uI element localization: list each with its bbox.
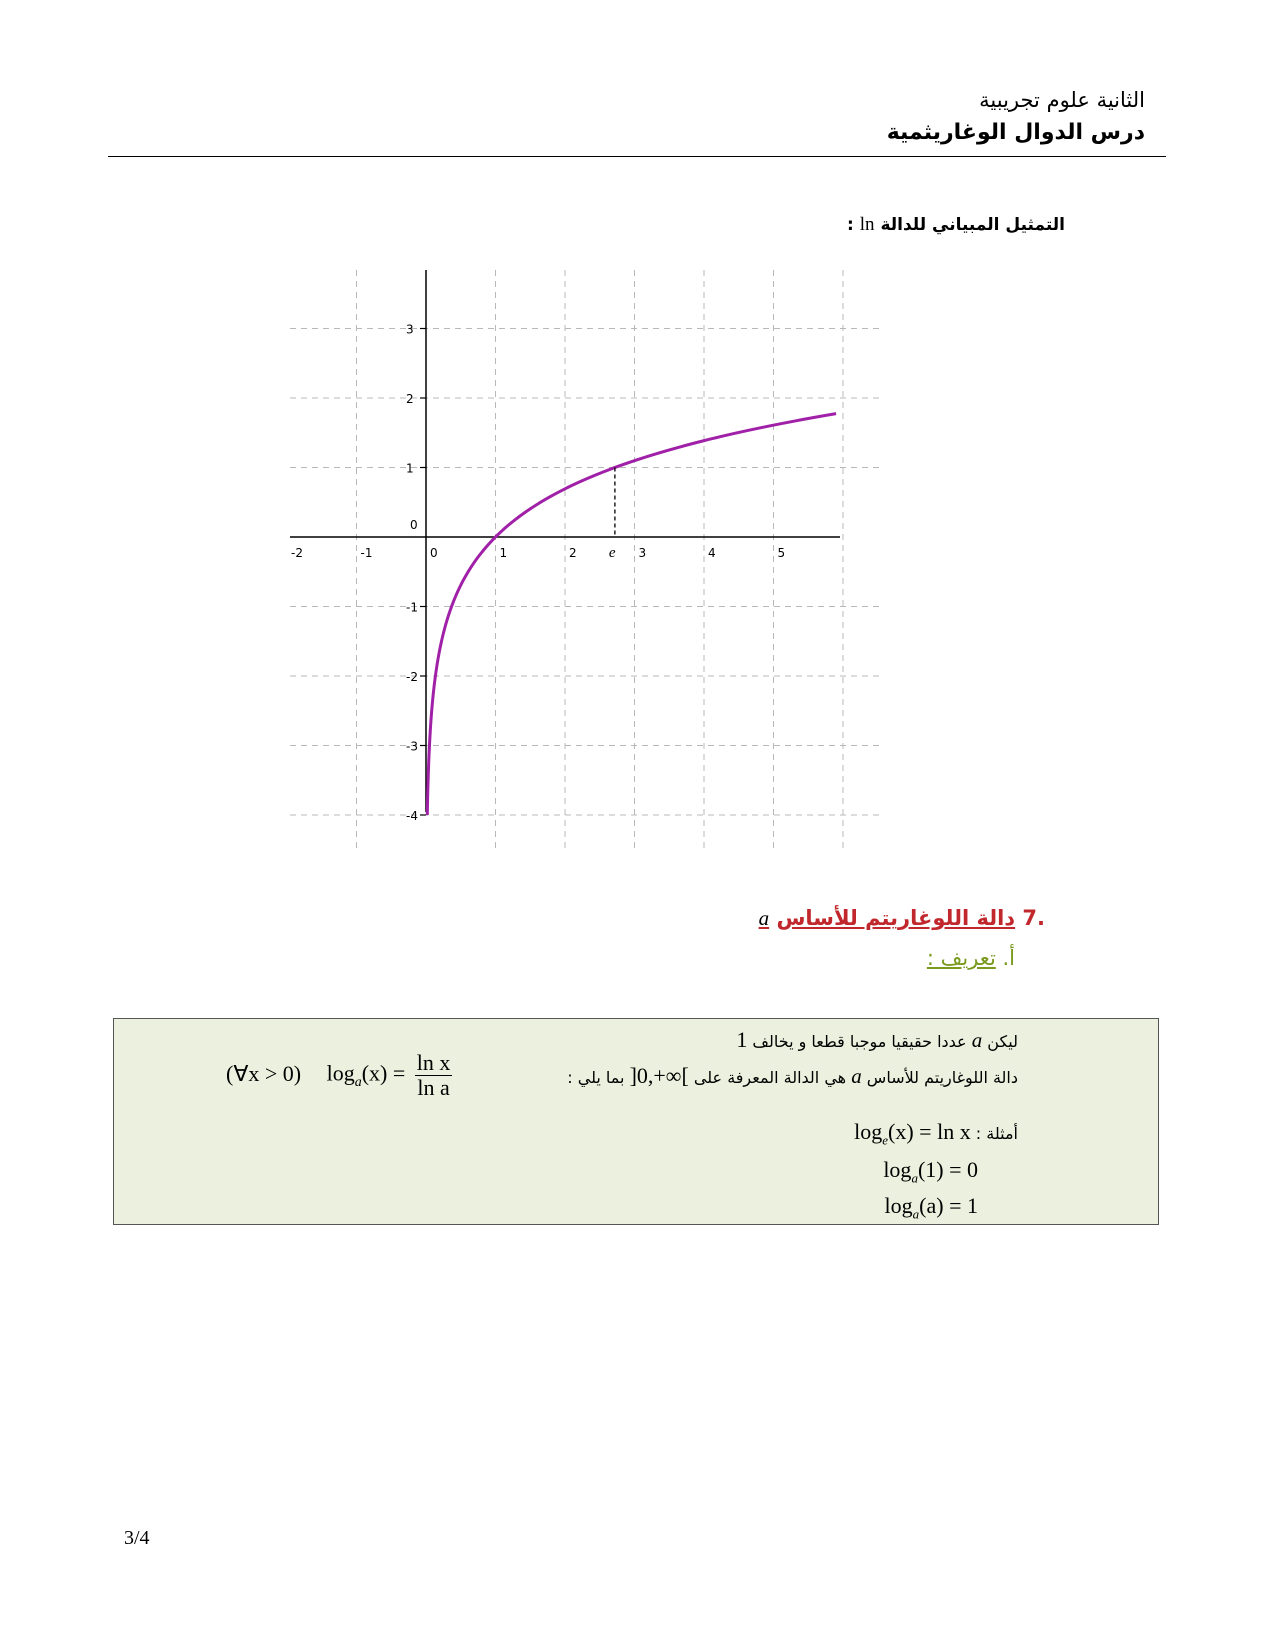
header-divider bbox=[108, 156, 1166, 157]
def-one: 1 bbox=[736, 1027, 748, 1052]
formula-condition: (∀x > 0) bbox=[226, 1060, 302, 1086]
graph-caption-function: ln bbox=[859, 214, 875, 235]
page-number: 3/4 bbox=[124, 1527, 150, 1549]
graph-caption-colon: : bbox=[847, 215, 854, 235]
formula-denominator: ln a bbox=[417, 1075, 450, 1100]
definition-line-1 bbox=[736, 1027, 1018, 1053]
subsection-a-title: تعريف : bbox=[926, 946, 996, 970]
x-tick-label: 0 bbox=[430, 546, 438, 560]
example-2: $\log_a(1) = 0$ bbox=[883, 1157, 978, 1186]
formula-numerator: ln x bbox=[416, 1050, 451, 1075]
y-tick-label: -1 bbox=[406, 600, 418, 615]
y-tick-label: -3 bbox=[406, 739, 418, 754]
x-tick-label: 2 bbox=[569, 546, 577, 560]
def-var-a-2: a bbox=[851, 1064, 862, 1088]
class-level: الثانية علوم تجريبية bbox=[979, 88, 1145, 112]
section-7-title: دالة اللوغاريتم للأساس bbox=[776, 906, 1016, 930]
formula-log: log bbox=[326, 1060, 355, 1086]
formula-base: a bbox=[354, 1074, 362, 1090]
definition-line-2 bbox=[567, 1063, 1018, 1089]
chart-grid bbox=[290, 270, 880, 850]
def-log-base: دالة اللوغاريتم للأساس bbox=[866, 1068, 1018, 1087]
def-as-follows: بما يلي : bbox=[567, 1068, 625, 1087]
graph-caption bbox=[847, 214, 1065, 236]
y-tick-label: 1 bbox=[406, 461, 414, 476]
example-1: $\log_e(x) = \ln x$ bbox=[854, 1119, 971, 1148]
x-tick-label: -1 bbox=[360, 546, 373, 560]
examples-label: أمثلة : bbox=[975, 1124, 1018, 1143]
def-condition: عددا حقيقيا موجبا قطعا و يخالف bbox=[752, 1032, 967, 1051]
ln-chart bbox=[290, 270, 880, 850]
def-defined-on: هي الدالة المعرفة على bbox=[693, 1068, 847, 1087]
section-7-variable: a bbox=[758, 906, 770, 930]
y-tick-label: 0 bbox=[410, 518, 418, 532]
ln-curve bbox=[427, 414, 836, 815]
lesson-title: درس الدوال الوغاريثمية bbox=[886, 120, 1145, 145]
example-3: $\log_a(a) = 1$ bbox=[884, 1193, 978, 1222]
x-tick-label: 1 bbox=[499, 546, 508, 560]
chart-annotation bbox=[609, 468, 616, 562]
x-tick-label: 3 bbox=[638, 546, 647, 560]
def-interval: ]0,+∞[ bbox=[629, 1063, 689, 1088]
definition-box bbox=[113, 1018, 1159, 1225]
y-tick-label: 2 bbox=[406, 392, 414, 406]
def-var-a: a bbox=[971, 1028, 983, 1052]
graph-caption-text: التمثيل المبياني للدالة bbox=[880, 215, 1065, 235]
x-tick-label: -2 bbox=[291, 546, 303, 560]
e-label: e bbox=[608, 545, 616, 561]
def-let: ليكن bbox=[987, 1032, 1018, 1051]
section-7-number: .7 bbox=[1022, 906, 1045, 930]
x-tick-label: 4 bbox=[708, 546, 716, 560]
examples-line-1 bbox=[854, 1119, 1018, 1148]
definition-formula bbox=[226, 1051, 456, 1100]
y-tick-label: -4 bbox=[406, 809, 418, 823]
subsection-a-letter: أ. bbox=[1002, 946, 1015, 970]
y-tick-label: -2 bbox=[406, 670, 418, 684]
x-tick-label: 5 bbox=[777, 546, 786, 560]
section-7-heading bbox=[759, 906, 1045, 931]
formula-fraction bbox=[415, 1051, 453, 1100]
y-tick-label: 3 bbox=[406, 322, 414, 337]
formula-arg: (x) = bbox=[361, 1060, 406, 1086]
subsection-a-heading bbox=[927, 946, 1015, 970]
